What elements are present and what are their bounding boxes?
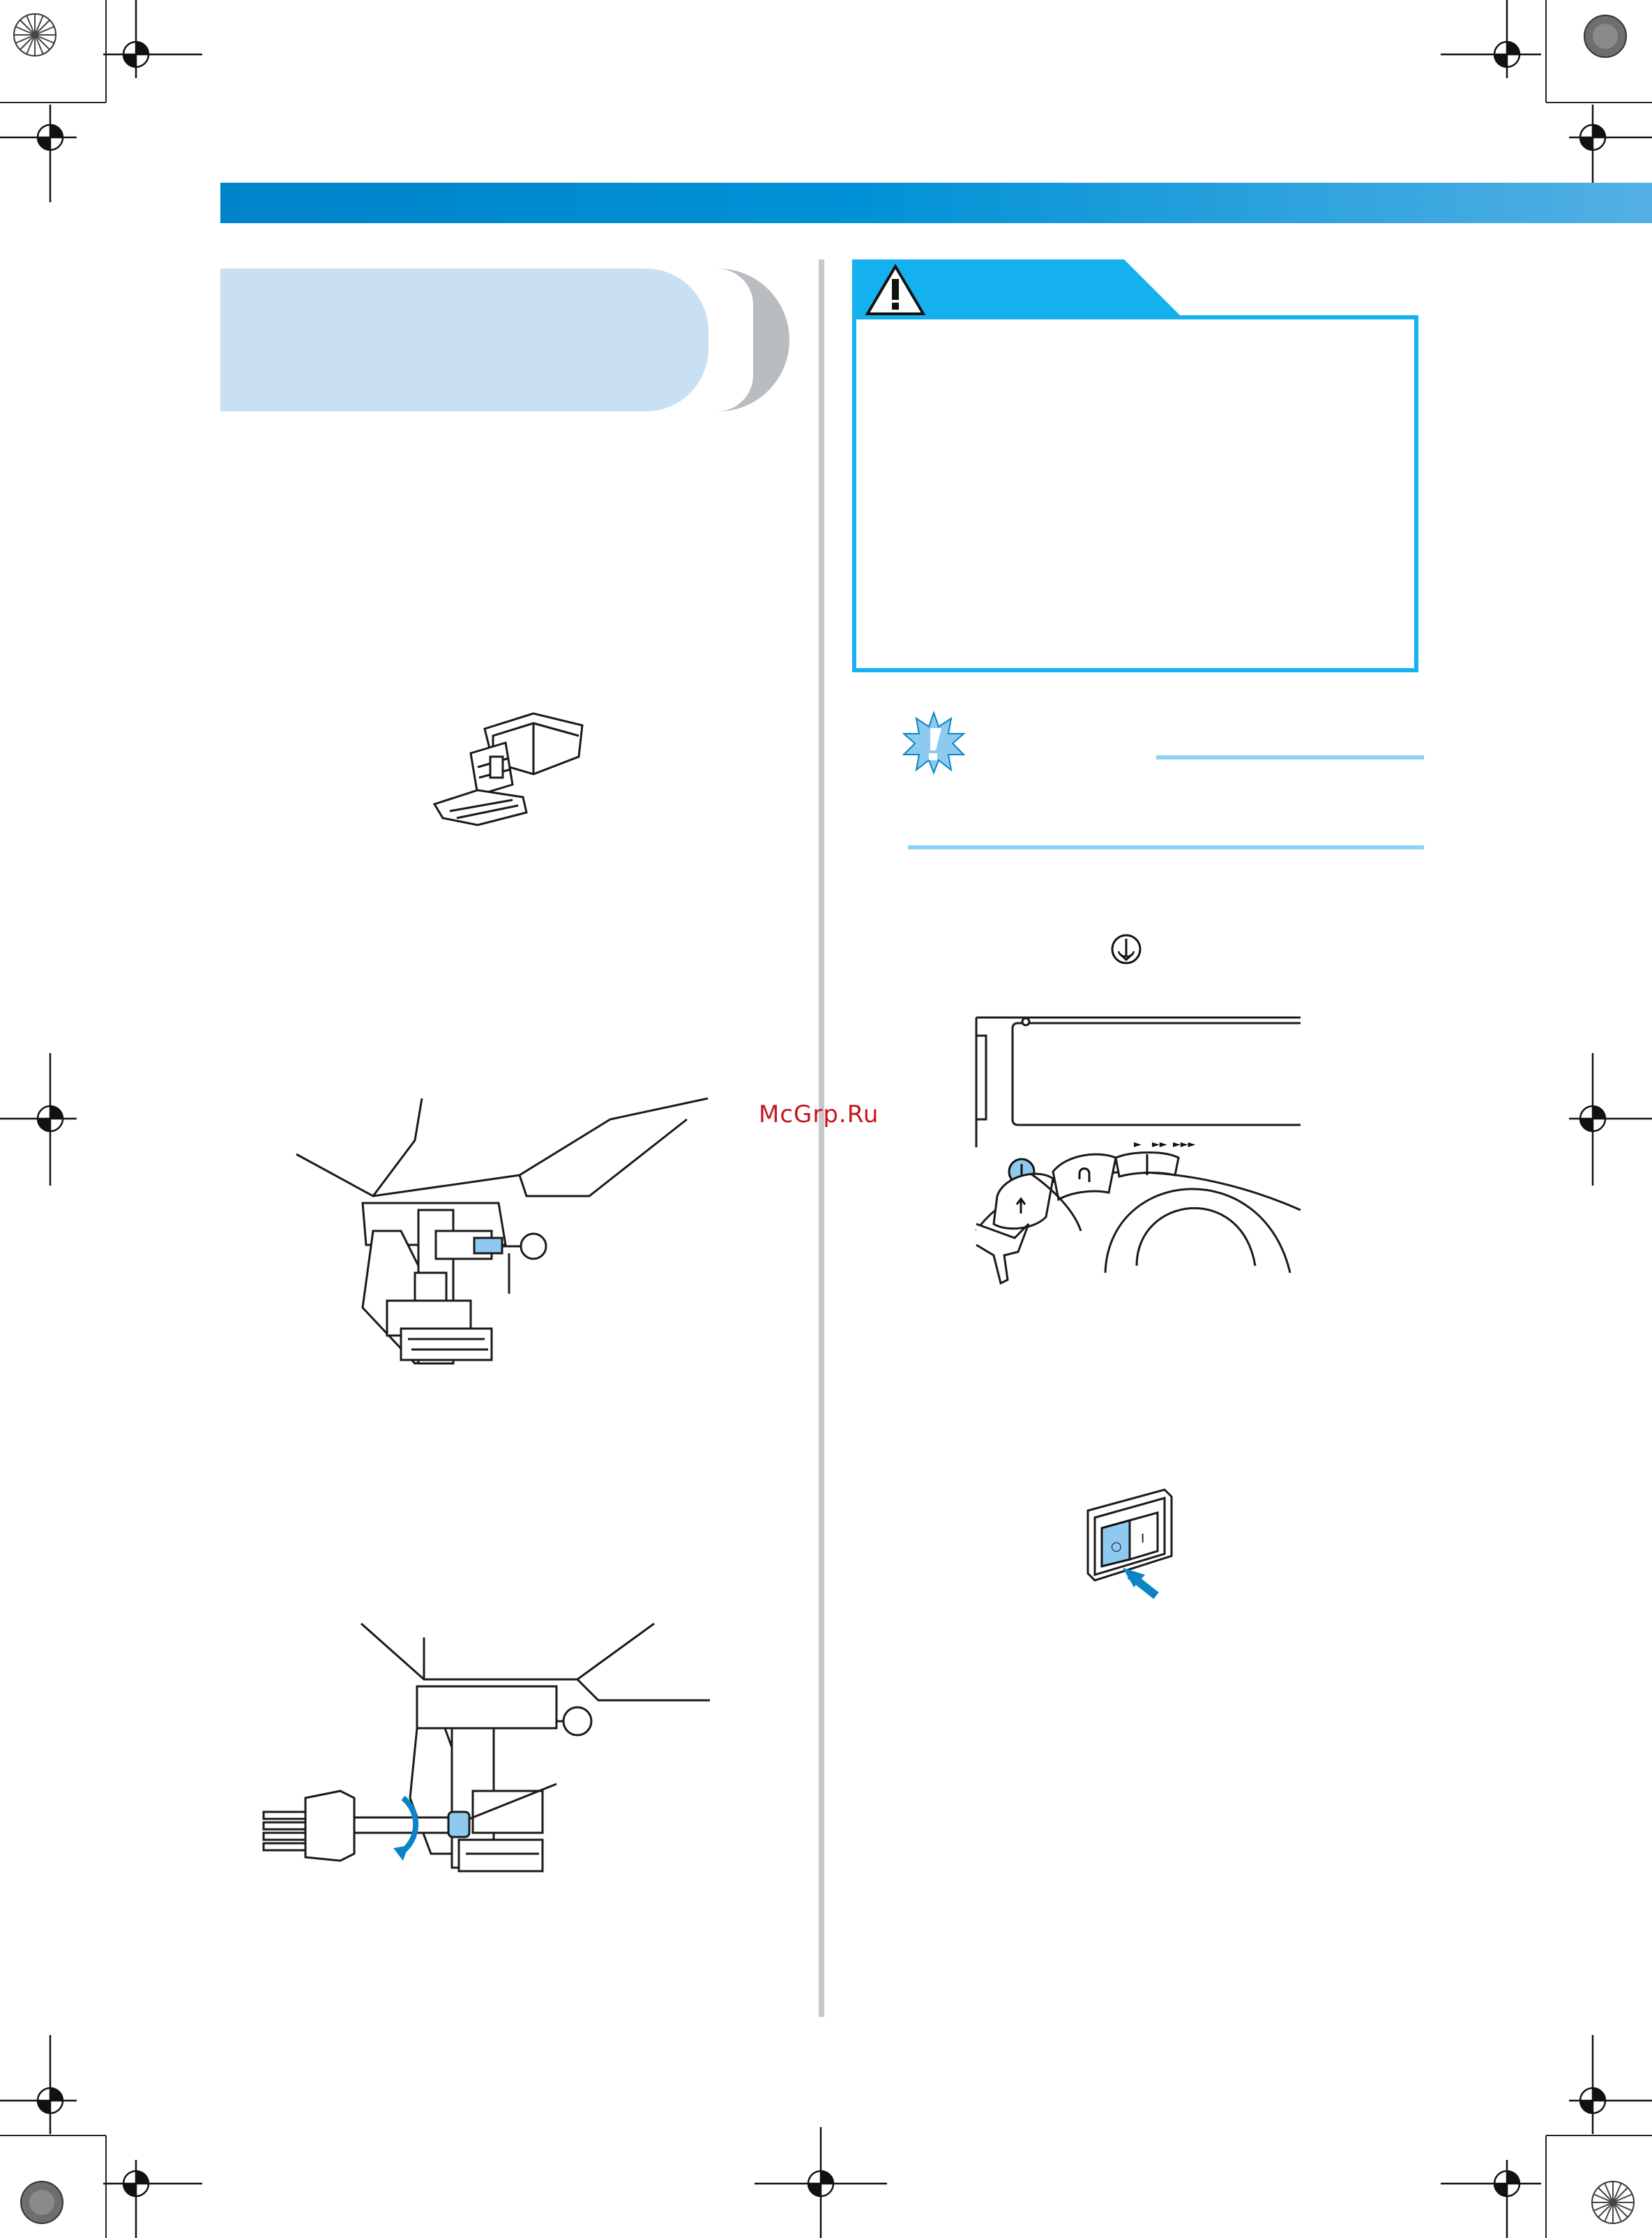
note-bottom-rule [908,845,1424,849]
power-on-symbol: I [1141,1532,1145,1546]
speed-mark-slow: ► [1134,1139,1142,1150]
section-title-cap-gap [717,269,753,411]
speed-mark-fast: ►►► [1173,1139,1196,1150]
column-divider [819,259,824,2017]
caution-tab [852,259,1180,319]
chapter-header-band [220,183,1652,223]
machine-presser-lever-illustration [296,1098,715,1405]
power-off-symbol: ○ [1111,1539,1122,1554]
note-top-rule [1156,755,1424,759]
watermark: McGrp.Ru [759,1101,879,1128]
caution-box [852,315,1418,672]
memo-burst-icon [902,711,965,774]
speed-mark-medium: ►► [1152,1139,1167,1150]
presser-foot-illustration [429,708,589,833]
needle-position-button-icon [1110,933,1142,965]
control-panel-illustration [976,1015,1304,1294]
section-title-box [220,269,708,411]
power-switch-icon [1088,1490,1185,1601]
machine-screwdriver-illustration [264,1624,724,1916]
